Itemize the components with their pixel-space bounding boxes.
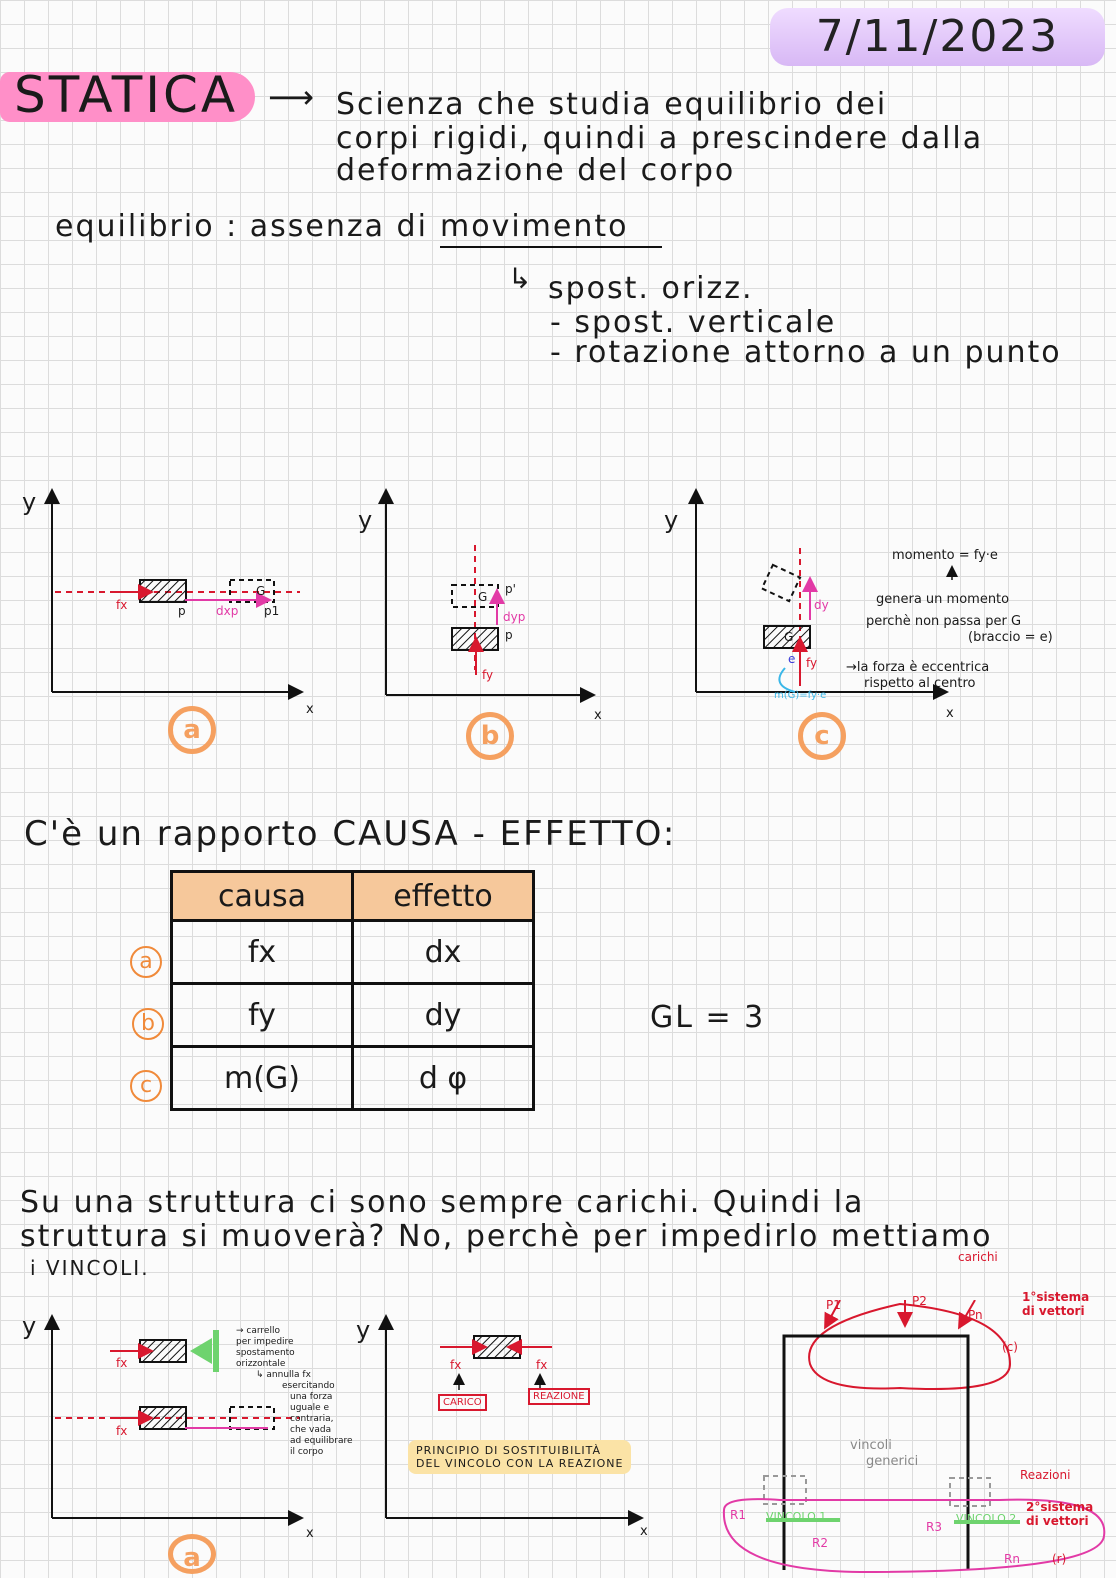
reazioni-label: Reazioni (1020, 1468, 1071, 1482)
note-line: vincoli (850, 1438, 892, 1453)
table-row (172, 1047, 534, 1110)
note-line: generici (866, 1454, 919, 1469)
axis-y-label: y (22, 1312, 39, 1340)
reazione-label: REAZIONE (528, 1388, 590, 1405)
axis-x-label: x (594, 708, 604, 723)
point-p1-label: p1 (264, 604, 280, 618)
center-g-label: G (478, 590, 488, 604)
axis-y-label: y (664, 506, 681, 534)
equilibrium-label: equilibrio : assenza di (55, 209, 428, 244)
equilibrium-keyword: movimento (440, 210, 662, 248)
note-line: una forza (290, 1392, 333, 1402)
note-line: 2°sistema (1026, 1500, 1094, 1514)
note-line: DEL VINCOLO CON LA REAZIONE (416, 1457, 624, 1470)
vincolo2-label: VINCOLO 2 (956, 1512, 1017, 1525)
force-r2-label: R2 (812, 1536, 828, 1550)
force-pn-label: Pn (968, 1308, 983, 1322)
c-label: (c) (1002, 1340, 1018, 1354)
principio-note (408, 1440, 631, 1474)
diagram-b (386, 492, 592, 695)
note-line: di vettori (1022, 1304, 1085, 1318)
r-label: (r) (1052, 1552, 1067, 1566)
moment-note: momento = fy·e (892, 548, 998, 563)
point-p-label: p (505, 628, 513, 642)
axis-y-label: y (358, 506, 375, 534)
force-fx-label: fx (116, 1424, 128, 1438)
displacement-label: dxp (216, 604, 239, 618)
force-r1-label: R1 (730, 1508, 746, 1522)
diagram-marker: a (168, 706, 216, 754)
moment-label: m(G)=fy·e (774, 690, 827, 701)
movement-item: - spost. verticale (550, 305, 837, 340)
moment-note: →la forza è eccentrica (846, 660, 990, 675)
point-p1-label: p' (505, 582, 516, 596)
table-cell-effect: dx (353, 921, 534, 984)
force-fx-label: fx (450, 1358, 462, 1372)
date-highlight (770, 8, 1105, 66)
axis-y-label: y (356, 1316, 373, 1344)
moment-note: rispetto al centro (864, 676, 976, 691)
cause-effect-heading: C'è un rapporto CAUSA - EFFETTO: (24, 814, 677, 854)
note-line: uguale e (290, 1403, 330, 1413)
definition-line-1: Scienza che studia equilibrio dei (336, 87, 888, 122)
note-line: ↳ annulla fx (256, 1370, 311, 1380)
note-line: contraria, (290, 1414, 334, 1424)
carichi-label: carichi (958, 1250, 998, 1264)
vincolo1-label: VINCOLO 1 (766, 1510, 827, 1523)
force-fy-label: fy (806, 656, 818, 670)
force-fx-label: fx (116, 1356, 128, 1370)
moment-note: genera un momento (876, 592, 1010, 607)
point-p-label: p (178, 604, 186, 618)
structure-line-3: i VINCOLI. (30, 1256, 150, 1280)
definition-line-2: corpi rigidi, quindi a prescindere dalla (336, 121, 984, 156)
substitution-diagram (386, 1318, 640, 1518)
note-line: PRINCIPIO DI SOSTITUIBILITÀ (416, 1444, 602, 1457)
gl-label: GL = 3 (650, 1000, 766, 1035)
movement-item: spost. orizz. (548, 271, 754, 306)
center-g-label: G (784, 630, 794, 644)
diagram-marker: c (798, 712, 846, 760)
table-row (172, 984, 534, 1047)
structure-line-2: struttura si muoverà? No, perchè per impedirlo mettiamo (20, 1219, 993, 1254)
note-line: 1°sistema (1022, 1290, 1090, 1304)
arrow-icon: ⟶ (268, 78, 314, 116)
axis-x-label: x (946, 706, 956, 721)
table-header: causa (172, 872, 353, 921)
center-g-label: G (256, 584, 266, 598)
row-marker: b (132, 1008, 164, 1040)
note-line: di vettori (1026, 1514, 1089, 1528)
movement-item: - rotazione attorno a un punto (550, 335, 1062, 370)
diagram-marker: b (466, 712, 514, 760)
structure-line-1: Su una struttura ci sono sempre carichi. Quindi la (20, 1185, 865, 1220)
eccentricity-label: e (788, 652, 796, 666)
cause-effect-table (170, 870, 535, 1111)
note-line: → carrello (236, 1326, 280, 1336)
structure-diagram (724, 1300, 1104, 1572)
note-line: per impedire (236, 1337, 294, 1347)
table-cell-effect: dy (353, 984, 534, 1047)
axis-x-label: x (306, 1526, 316, 1541)
hook-arrow-icon: ↳ (508, 262, 532, 295)
note-line: esercitando (282, 1381, 335, 1391)
table-cell-cause: fx (172, 921, 353, 984)
force-fx-label: fx (116, 598, 128, 612)
table-header-row (172, 872, 534, 921)
table-header: effetto (353, 872, 534, 921)
sistema1-label (1022, 1290, 1089, 1318)
moment-note: perchè non passa per G (866, 614, 1022, 629)
displacement-label: dyp (503, 610, 526, 624)
note-line: spostamento (236, 1348, 295, 1358)
table-cell-cause: fy (172, 984, 353, 1047)
page-title: STATICA (14, 66, 239, 124)
row-marker: c (130, 1070, 162, 1102)
table-cell-effect: d φ (353, 1047, 534, 1110)
carico-label: CARICO (438, 1394, 487, 1411)
axis-x-label: x (306, 702, 316, 717)
force-r3-label: R3 (926, 1520, 942, 1534)
axis-x-label: x (640, 1524, 650, 1539)
diagram-marker: a (168, 1534, 216, 1574)
moment-note: (braccio = e) (968, 630, 1053, 645)
force-p1-label: P1 (826, 1298, 841, 1312)
force-fy-label: fy (482, 668, 494, 682)
bottom-diagrams (0, 1300, 1116, 1578)
force-rn-label: Rn (1004, 1552, 1020, 1566)
table-cell-cause: m(G) (172, 1047, 353, 1110)
vincoli-label (850, 1438, 918, 1470)
force-p2-label: P2 (912, 1294, 927, 1308)
date: 7/11/2023 (815, 11, 1060, 62)
definition-line-3: deformazione del corpo (336, 153, 736, 188)
table-row (172, 921, 534, 984)
force-fx-label: fx (536, 1358, 548, 1372)
note-line: il corpo (290, 1447, 324, 1457)
displacement-label: dy (814, 598, 829, 612)
sistema2-label (1026, 1500, 1093, 1528)
axis-y-label: y (22, 488, 39, 516)
row-marker: a (130, 946, 162, 978)
note-line: che vada (290, 1425, 332, 1435)
note-line: ad equilibrare (290, 1436, 353, 1446)
note-line: orizzontale (236, 1359, 286, 1369)
carrello-note (236, 1326, 353, 1458)
